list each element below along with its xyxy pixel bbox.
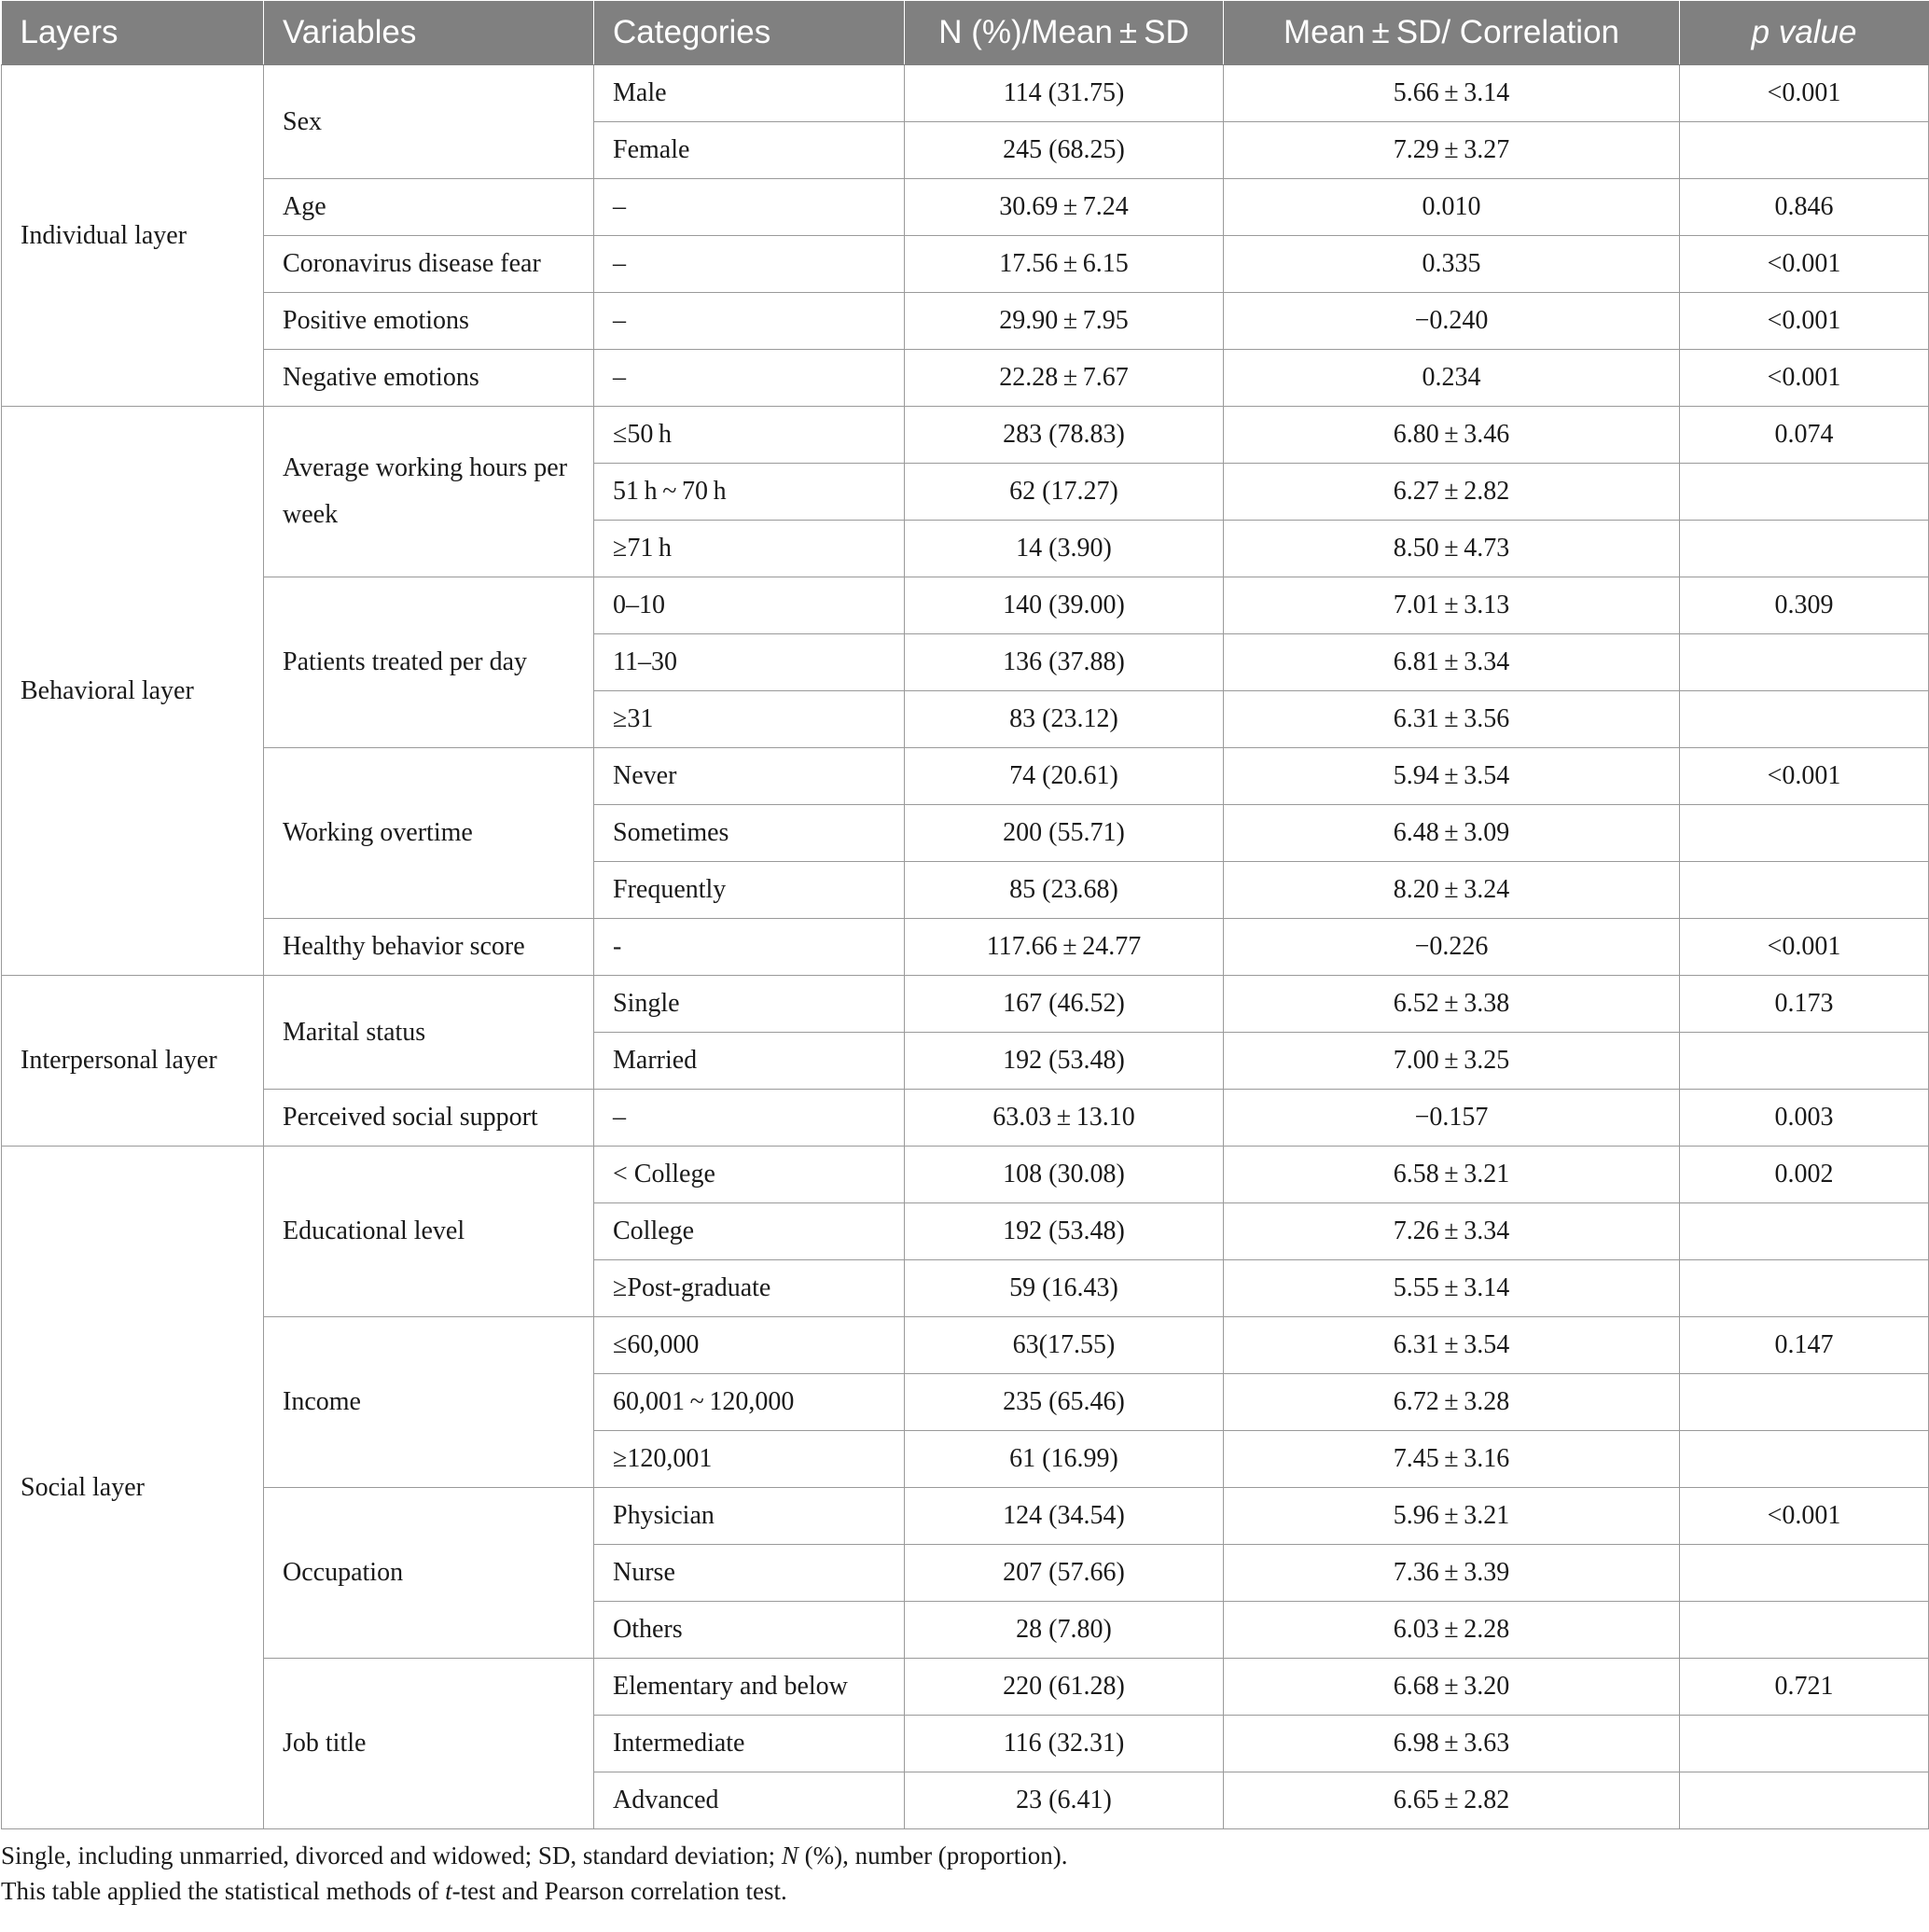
category-cell: Others xyxy=(594,1602,905,1659)
category-cell: College xyxy=(594,1203,905,1260)
p-value-cell: <0.001 xyxy=(1680,919,1929,976)
category-cell: - xyxy=(594,919,905,976)
n-percent-cell: 59 (16.43) xyxy=(905,1260,1224,1317)
table-row xyxy=(2,1317,1929,1374)
mean-correlation-cell: 6.03 ± 2.28 xyxy=(1224,1602,1680,1659)
mean-correlation-cell: 5.96 ± 3.21 xyxy=(1224,1488,1680,1545)
p-value-cell: <0.001 xyxy=(1680,65,1929,122)
p-value-cell xyxy=(1680,805,1929,862)
header-variables: Variables xyxy=(264,1,594,65)
variable-cell: Occupation xyxy=(264,1488,594,1659)
n-percent-cell: 192 (53.48) xyxy=(905,1033,1224,1090)
n-percent-cell: 28 (7.80) xyxy=(905,1602,1224,1659)
p-value-cell xyxy=(1680,1772,1929,1829)
p-value-cell xyxy=(1680,634,1929,691)
category-cell: Nurse xyxy=(594,1545,905,1602)
category-cell: 0–10 xyxy=(594,577,905,634)
n-percent-cell: 29.90 ± 7.95 xyxy=(905,293,1224,350)
n-percent-cell: 192 (53.48) xyxy=(905,1203,1224,1260)
n-percent-cell: 220 (61.28) xyxy=(905,1659,1224,1716)
p-value-cell xyxy=(1680,1602,1929,1659)
table-header xyxy=(2,1,1929,65)
n-percent-cell: 117.66 ± 24.77 xyxy=(905,919,1224,976)
mean-correlation-cell: 6.31 ± 3.56 xyxy=(1224,691,1680,748)
mean-correlation-cell: 5.55 ± 3.14 xyxy=(1224,1260,1680,1317)
p-value-cell xyxy=(1680,1033,1929,1090)
p-value-cell: <0.001 xyxy=(1680,748,1929,805)
mean-correlation-cell: 7.45 ± 3.16 xyxy=(1224,1431,1680,1488)
category-cell: 60,001 ~ 120,000 xyxy=(594,1374,905,1431)
category-cell: Male xyxy=(594,65,905,122)
mean-correlation-cell: 6.31 ± 3.54 xyxy=(1224,1317,1680,1374)
mean-correlation-cell: 0.335 xyxy=(1224,236,1680,293)
category-cell: ≤60,000 xyxy=(594,1317,905,1374)
n-percent-cell: 200 (55.71) xyxy=(905,805,1224,862)
footnote-1: Single, including unmarried, divorced and widowed; SD, standard deviation; N (%), number (proportion). xyxy=(1,1842,1068,1869)
variable-cell: Patients treated per day xyxy=(264,577,594,748)
mean-correlation-cell: 6.81 ± 3.34 xyxy=(1224,634,1680,691)
n-percent-cell: 63.03 ± 13.10 xyxy=(905,1090,1224,1147)
table-row xyxy=(2,65,1929,122)
p-value-cell xyxy=(1680,1374,1929,1431)
mean-correlation-cell: 6.65 ± 2.82 xyxy=(1224,1772,1680,1829)
p-value-cell: 0.074 xyxy=(1680,407,1929,464)
variable-cell: Coronavirus disease fear xyxy=(264,236,594,293)
mean-correlation-cell: −0.157 xyxy=(1224,1090,1680,1147)
p-value-cell: 0.147 xyxy=(1680,1317,1929,1374)
variable-cell: Job title xyxy=(264,1659,594,1829)
table-row xyxy=(2,976,1929,1033)
p-value-cell: 0.003 xyxy=(1680,1090,1929,1147)
p-value-cell xyxy=(1680,1545,1929,1602)
p-value-cell xyxy=(1680,521,1929,577)
variable-cell: Negative emotions xyxy=(264,350,594,407)
table-row xyxy=(2,1090,1929,1147)
mean-correlation-cell: 5.94 ± 3.54 xyxy=(1224,748,1680,805)
variable-cell: Working overtime xyxy=(264,748,594,919)
p-value-cell xyxy=(1680,862,1929,919)
variable-cell: Healthy behavior score xyxy=(264,919,594,976)
category-cell: 11–30 xyxy=(594,634,905,691)
mean-correlation-cell: 7.26 ± 3.34 xyxy=(1224,1203,1680,1260)
category-cell: – xyxy=(594,350,905,407)
mean-correlation-cell: −0.240 xyxy=(1224,293,1680,350)
layer-cell: Behavioral layer xyxy=(2,407,264,976)
p-value-cell xyxy=(1680,1203,1929,1260)
header-p-value-label: p value xyxy=(1751,14,1857,50)
header-p-value xyxy=(1680,1,1929,65)
n-percent-cell: 74 (20.61) xyxy=(905,748,1224,805)
table-row xyxy=(2,1659,1929,1716)
n-percent-cell: 61 (16.99) xyxy=(905,1431,1224,1488)
mean-correlation-cell: 7.36 ± 3.39 xyxy=(1224,1545,1680,1602)
variable-cell: Perceived social support xyxy=(264,1090,594,1147)
mean-correlation-cell: 6.48 ± 3.09 xyxy=(1224,805,1680,862)
n-percent-cell: 235 (65.46) xyxy=(905,1374,1224,1431)
layer-cell: Individual layer xyxy=(2,65,264,407)
category-cell: < College xyxy=(594,1147,905,1203)
table-row xyxy=(2,236,1929,293)
mean-correlation-cell: 7.29 ± 3.27 xyxy=(1224,122,1680,179)
category-cell: ≥Post-graduate xyxy=(594,1260,905,1317)
p-value-cell: <0.001 xyxy=(1680,293,1929,350)
category-cell: Intermediate xyxy=(594,1716,905,1772)
n-percent-cell: 63(17.55) xyxy=(905,1317,1224,1374)
table-row xyxy=(2,350,1929,407)
p-value-cell: <0.001 xyxy=(1680,350,1929,407)
variable-cell: Average working hours per week xyxy=(264,407,594,577)
mean-correlation-cell: 6.27 ± 2.82 xyxy=(1224,464,1680,521)
n-percent-cell: 62 (17.27) xyxy=(905,464,1224,521)
data-table xyxy=(1,1,1929,1829)
category-cell: ≤50 h xyxy=(594,407,905,464)
category-cell: Single xyxy=(594,976,905,1033)
mean-correlation-cell: 8.50 ± 4.73 xyxy=(1224,521,1680,577)
mean-correlation-cell: −0.226 xyxy=(1224,919,1680,976)
n-percent-cell: 22.28 ± 7.67 xyxy=(905,350,1224,407)
header-categories: Categories xyxy=(594,1,905,65)
header-mean-sd-correlation: Mean ± SD/ Correlation xyxy=(1224,1,1680,65)
mean-correlation-cell: 6.58 ± 3.21 xyxy=(1224,1147,1680,1203)
table-row xyxy=(2,1488,1929,1545)
category-cell: Elementary and below xyxy=(594,1659,905,1716)
mean-correlation-cell: 6.98 ± 3.63 xyxy=(1224,1716,1680,1772)
table-row xyxy=(2,407,1929,464)
variable-cell: Marital status xyxy=(264,976,594,1090)
variable-cell: Educational level xyxy=(264,1147,594,1317)
n-percent-cell: 245 (68.25) xyxy=(905,122,1224,179)
table-row xyxy=(2,293,1929,350)
header-n-percent-mean-sd: N (%)/Mean ± SD xyxy=(905,1,1224,65)
n-percent-cell: 30.69 ± 7.24 xyxy=(905,179,1224,236)
category-cell: Female xyxy=(594,122,905,179)
n-percent-cell: 85 (23.68) xyxy=(905,862,1224,919)
category-cell: ≥120,001 xyxy=(594,1431,905,1488)
table-row xyxy=(2,919,1929,976)
p-value-cell: 0.721 xyxy=(1680,1659,1929,1716)
variable-cell: Income xyxy=(264,1317,594,1488)
category-cell: – xyxy=(594,1090,905,1147)
p-value-cell xyxy=(1680,1431,1929,1488)
category-cell: Sometimes xyxy=(594,805,905,862)
n-percent-cell: 108 (30.08) xyxy=(905,1147,1224,1203)
n-percent-cell: 167 (46.52) xyxy=(905,976,1224,1033)
layer-cell: Social layer xyxy=(2,1147,264,1829)
category-cell: – xyxy=(594,293,905,350)
mean-correlation-cell: 7.00 ± 3.25 xyxy=(1224,1033,1680,1090)
n-percent-cell: 114 (31.75) xyxy=(905,65,1224,122)
n-percent-cell: 207 (57.66) xyxy=(905,1545,1224,1602)
variable-cell: Sex xyxy=(264,65,594,179)
p-value-cell xyxy=(1680,1260,1929,1317)
header-layers: Layers xyxy=(2,1,264,65)
variable-cell: Positive emotions xyxy=(264,293,594,350)
p-value-cell: 0.173 xyxy=(1680,976,1929,1033)
n-percent-cell: 17.56 ± 6.15 xyxy=(905,236,1224,293)
n-percent-cell: 140 (39.00) xyxy=(905,577,1224,634)
table-body xyxy=(2,65,1929,1829)
category-cell: Married xyxy=(594,1033,905,1090)
mean-correlation-cell: 6.52 ± 3.38 xyxy=(1224,976,1680,1033)
category-cell: ≥31 xyxy=(594,691,905,748)
table-row xyxy=(2,179,1929,236)
p-value-cell xyxy=(1680,691,1929,748)
p-value-cell: <0.001 xyxy=(1680,1488,1929,1545)
mean-correlation-cell: 6.72 ± 3.28 xyxy=(1224,1374,1680,1431)
mean-correlation-cell: 7.01 ± 3.13 xyxy=(1224,577,1680,634)
category-cell: Frequently xyxy=(594,862,905,919)
mean-correlation-cell: 6.68 ± 3.20 xyxy=(1224,1659,1680,1716)
n-percent-cell: 116 (32.31) xyxy=(905,1716,1224,1772)
p-value-cell: 0.002 xyxy=(1680,1147,1929,1203)
category-cell: Advanced xyxy=(594,1772,905,1829)
header-row xyxy=(2,1,1929,65)
p-value-cell xyxy=(1680,464,1929,521)
mean-correlation-cell: 8.20 ± 3.24 xyxy=(1224,862,1680,919)
table-row xyxy=(2,577,1929,634)
footnote-2: This table applied the statistical methods of t-test and Pearson correlation test. xyxy=(1,1877,787,1905)
p-value-cell: 0.309 xyxy=(1680,577,1929,634)
table-row xyxy=(2,748,1929,805)
category-cell: – xyxy=(594,179,905,236)
category-cell: 51 h ~ 70 h xyxy=(594,464,905,521)
p-value-cell xyxy=(1680,122,1929,179)
category-cell: Physician xyxy=(594,1488,905,1545)
n-percent-cell: 283 (78.83) xyxy=(905,407,1224,464)
mean-correlation-cell: 0.234 xyxy=(1224,350,1680,407)
category-cell: – xyxy=(594,236,905,293)
mean-correlation-cell: 6.80 ± 3.46 xyxy=(1224,407,1680,464)
mean-correlation-cell: 5.66 ± 3.14 xyxy=(1224,65,1680,122)
n-percent-cell: 14 (3.90) xyxy=(905,521,1224,577)
n-percent-cell: 23 (6.41) xyxy=(905,1772,1224,1829)
n-percent-cell: 136 (37.88) xyxy=(905,634,1224,691)
p-value-cell: <0.001 xyxy=(1680,236,1929,293)
category-cell: ≥71 h xyxy=(594,521,905,577)
p-value-cell: 0.846 xyxy=(1680,179,1929,236)
layer-cell: Interpersonal layer xyxy=(2,976,264,1147)
category-cell: Never xyxy=(594,748,905,805)
variable-cell: Age xyxy=(264,179,594,236)
n-percent-cell: 124 (34.54) xyxy=(905,1488,1224,1545)
table-footnotes xyxy=(1,1838,1929,1909)
n-percent-cell: 83 (23.12) xyxy=(905,691,1224,748)
mean-correlation-cell: 0.010 xyxy=(1224,179,1680,236)
table-row xyxy=(2,1147,1929,1203)
p-value-cell xyxy=(1680,1716,1929,1772)
